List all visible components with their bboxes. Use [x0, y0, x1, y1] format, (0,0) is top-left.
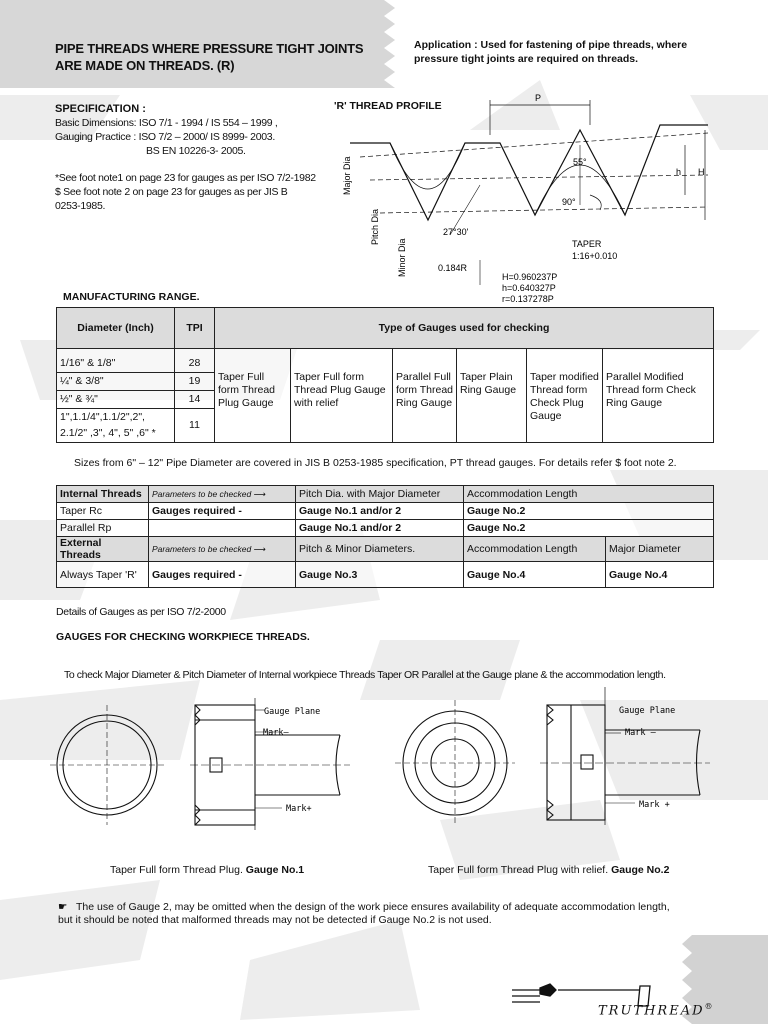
spec-footnote-2: $ See foot note 2 on page 23 for gauges as per JIS B [55, 186, 288, 198]
params-label: Parameters to be checked ⟶ [149, 486, 296, 503]
diameter-cell: 1/16" & 1/8" [57, 349, 175, 373]
formula-r: r=0.137278P [502, 294, 554, 304]
gauge-type-2: Taper Full form Thread Plug Gauge with relief [291, 349, 393, 443]
pointing-hand-icon: ☛ [58, 901, 68, 913]
radius-label: 0.184R [438, 263, 468, 273]
formula-h-small: h=0.640327P [502, 283, 556, 293]
taper-rc-gauge-2: Gauge No.2 [464, 503, 714, 520]
spec-footnote-2b: 0253-1985. [55, 200, 106, 212]
gauge-1-drawing [50, 690, 370, 850]
empty-cell [149, 520, 296, 537]
caption-text: Taper Full form Thread Plug. [110, 864, 246, 876]
diameter-cell: ¼" & 3/8" [57, 373, 175, 391]
spec-basic: Basic Dimensions: ISO 7/1 - 1994 / IS 554 – 1999 , [55, 117, 278, 129]
gauges-heading: GAUGES FOR CHECKING WORKPIECE THREADS. [56, 631, 310, 643]
diameter-line-1: 1",1.1/4",1.1/2",2", [60, 411, 145, 423]
mark-minus-label: Mark– [263, 728, 289, 738]
pitch-major-header: Pitch Dia. with Major Diameter [296, 486, 464, 503]
tpi-cell: 28 [175, 349, 215, 373]
tpi-cell: 19 [175, 373, 215, 391]
params-label: Parameters to be checked ⟶ [149, 537, 296, 562]
mark-plus-label: Mark+ [286, 804, 312, 814]
gauge-plane-label: Gauge Plane [619, 706, 676, 716]
mark-plus-label: Mark + [639, 800, 670, 810]
diameter-cell: ½" & ¾" [57, 391, 175, 409]
caption-gauge-no: Gauge No.1 [245, 864, 305, 876]
taper-ratio-label: 1:16+0.010 [572, 251, 618, 261]
header-diameter: Diameter (Inch) [57, 308, 175, 349]
taper-rc-gauge-1: Gauge No.1 and/or 2 [296, 503, 464, 520]
taper-label: TAPER [572, 239, 602, 249]
application-note [414, 38, 744, 66]
application-line-2: pressure tight joints are required on threads. [414, 53, 639, 65]
accommodation-header: Accommodation Length [464, 486, 714, 503]
specification-heading: SPECIFICATION : [55, 103, 146, 115]
application-line-1: Application : Used for fastening of pipe threads, where [414, 39, 688, 51]
major-dia-label: Major Dia [342, 156, 352, 195]
gauge-1-caption [110, 864, 304, 876]
external-gauge-4: Gauge No.4 [464, 562, 606, 588]
gauges-required-label: Gauges required - [149, 503, 296, 520]
accommodation-header: Accommodation Length [464, 537, 606, 562]
manufacturing-range-heading: MANUFACTURING RANGE. [63, 291, 200, 303]
external-gauge-4b: Gauge No.4 [606, 562, 714, 588]
caption-gauge-no: Gauge No.2 [611, 864, 670, 876]
thread-profile-heading: 'R' THREAD PROFILE [334, 100, 442, 112]
registered-mark: ® [704, 1002, 715, 1011]
parallel-rp-label: Parallel Rp [57, 520, 149, 537]
internal-threads-title: Internal Threads [57, 486, 149, 503]
note-line-2: but it should be noted that malformed threads may not be detected if Gauge No.2 is not used. [58, 914, 492, 926]
title-line-1: PIPE THREADS WHERE PRESSURE TIGHT JOINTS [55, 41, 364, 56]
formula-h-big: H=0.960237P [502, 272, 558, 282]
gauge-type-4: Taper Plain Ring Gauge [457, 349, 527, 443]
gauge-requirement-table [56, 485, 714, 588]
minor-dia-label: Minor Dia [397, 238, 407, 277]
h-small-label: h [676, 167, 682, 177]
details-note: Details of Gauges as per ISO 7/2-2000 [56, 606, 226, 618]
gauges-required-label: Gauges required - [149, 562, 296, 588]
tpi-cell: 11 [175, 409, 215, 443]
gauge-2-caption [428, 864, 669, 876]
thread-profile-diagram [330, 85, 730, 310]
sizes-note: Sizes from 6" – 12" Pipe Diameter are covered in JIS B 0253-1985 specification, PT thread gauges. For details refer $ foot note 2. [74, 457, 677, 469]
gauge-plane-label: Gauge Plane [264, 707, 321, 717]
page-title [55, 40, 385, 74]
gauge-2-note [58, 901, 698, 927]
spec-footnote-1: *See foot note1 on page 23 for gauges as per ISO 7/2-1982 [55, 172, 316, 184]
spec-gauging-2: BS EN 10226-3- 2005. [146, 145, 246, 157]
gauge-2-drawing [395, 685, 715, 845]
always-taper-label: Always Taper 'R' [57, 562, 149, 588]
gauge-type-6: Parallel Modified Thread form Check Ring Gauge [603, 349, 714, 443]
angle-2730-label: 27°30' [443, 227, 469, 237]
caption-text: Taper Full form Thread Plug with relief. [428, 864, 612, 876]
logo-text [598, 1002, 715, 1018]
parallel-rp-gauge-1: Gauge No.1 and/or 2 [296, 520, 464, 537]
diameter-line-2: 2.1/2" ,3", 4", 5" ,6" * [60, 427, 156, 439]
tpi-cell: 14 [175, 391, 215, 409]
h-big-label: H [698, 167, 705, 177]
header-gauge-types: Type of Gauges used for checking [215, 308, 714, 349]
header-tpi: TPI [175, 308, 215, 349]
taper-rc-label: Taper Rc [57, 503, 149, 520]
note-line-1: The use of Gauge 2, may be omitted when the design of the work piece ensures availability of adequate accommodation length, [76, 901, 670, 913]
parallel-rp-gauge-2: Gauge No.2 [464, 520, 714, 537]
gauge-type-3: Parallel Full form Thread Ring Gauge [393, 349, 457, 443]
mark-minus-label: Mark – [625, 728, 656, 738]
diameter-cell [57, 409, 175, 443]
to-check-note: To check Major Diameter & Pitch Diameter of Internal workpiece Threads Taper OR Parallel at the Gauge plane & the accommodation length. [64, 669, 666, 681]
gauge-type-5: Taper modified Thread form Check Plug Gauge [527, 349, 603, 443]
external-threads-title: External Threads [57, 537, 149, 562]
logo-wordmark: TRUTHREAD [598, 1003, 705, 1019]
external-gauge-3: Gauge No.3 [296, 562, 464, 588]
pitch-p-label: P [535, 93, 542, 103]
pitch-minor-header: Pitch & Minor Diameters. [296, 537, 464, 562]
angle-55-label: 55° [573, 157, 587, 167]
major-dia-header: Major Diameter [606, 537, 714, 562]
title-line-2: ARE MADE ON THREADS. (R) [55, 58, 235, 73]
angle-90-label: 90° [562, 197, 576, 207]
spec-gauging: Gauging Practice : ISO 7/2 – 2000/ IS 8999- 2003. [55, 131, 275, 143]
gauge-type-1: Taper Full form Thread Plug Gauge [215, 349, 291, 443]
manufacturing-range-table [56, 307, 714, 443]
pitch-dia-label: Pitch Dia [370, 208, 380, 245]
